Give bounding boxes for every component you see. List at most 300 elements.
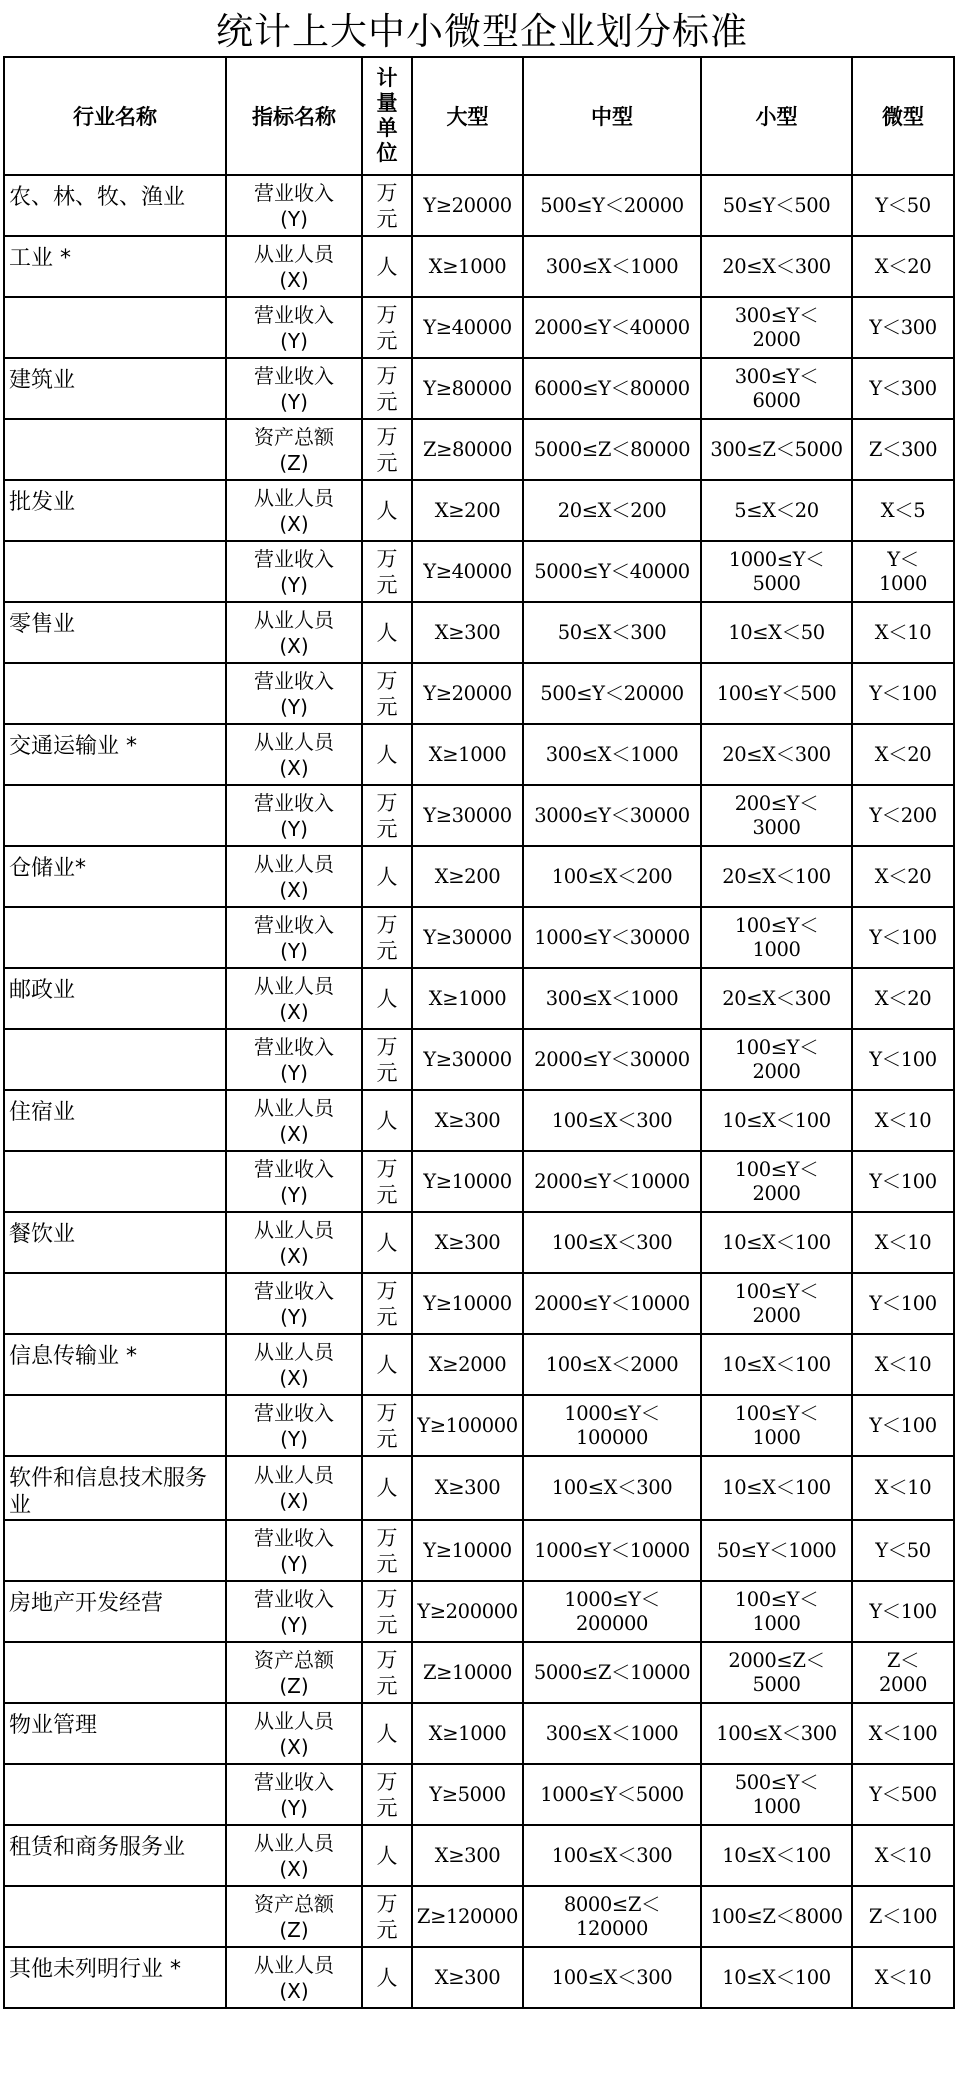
micro-threshold-line: Y＜	[887, 547, 919, 571]
large-threshold	[412, 1090, 523, 1151]
small-threshold-line: 6000	[752, 388, 801, 412]
large-threshold	[412, 480, 523, 541]
metric-name-line: 资产总额	[254, 424, 334, 449]
table-row	[4, 1764, 954, 1825]
small-threshold-line: 50≤Y＜1000	[716, 1538, 837, 1562]
unit-cell-line: 元	[376, 1551, 398, 1576]
medium-threshold-line: 100000	[575, 1425, 649, 1449]
table-row	[4, 419, 954, 480]
metric-name	[226, 1090, 362, 1151]
small-threshold	[701, 1273, 852, 1334]
industry-name-blank	[4, 663, 226, 724]
small-threshold-line: 20≤X＜300	[722, 254, 831, 278]
unit-cell-line: 人	[376, 254, 398, 279]
micro-threshold-line: X＜10	[874, 1230, 932, 1254]
small-threshold	[701, 541, 852, 602]
micro-threshold-line: X＜10	[874, 1352, 932, 1376]
small-threshold	[701, 1212, 852, 1273]
medium-threshold	[523, 724, 701, 785]
industry-name: 仓储业*	[4, 846, 226, 907]
metric-name-line: (X)	[279, 877, 309, 902]
metric-name-line: 营业收入	[254, 1525, 334, 1550]
medium-threshold-line: 6000≤Y＜80000	[534, 376, 690, 400]
table-row	[4, 1520, 954, 1581]
unit-cell-line: 元	[376, 938, 398, 963]
small-threshold	[701, 907, 852, 968]
micro-threshold	[852, 602, 954, 663]
header-unit	[362, 57, 412, 175]
unit-cell-line: 人	[376, 1721, 398, 1746]
micro-threshold-line: Y＜100	[869, 681, 937, 705]
metric-name-line: 营业收入	[254, 1400, 334, 1425]
small-threshold	[701, 663, 852, 724]
small-threshold-line: 10≤X＜100	[722, 1108, 831, 1132]
industry-name: 房地产开发经营	[4, 1581, 226, 1642]
micro-threshold	[852, 1395, 954, 1456]
large-threshold	[412, 1151, 523, 1212]
medium-threshold-line: 1000≤Y＜	[564, 1587, 660, 1611]
metric-name-line: 从业人员	[254, 485, 334, 510]
small-threshold-line: 20≤X＜100	[722, 864, 831, 888]
micro-threshold	[852, 1886, 954, 1947]
unit-cell-line: 人	[376, 1965, 398, 1990]
metric-name	[226, 175, 362, 236]
small-threshold-line: 100≤Y＜500	[716, 681, 837, 705]
metric-name-line: (Y)	[280, 694, 308, 719]
medium-threshold-line: 2000≤Y＜10000	[534, 1291, 690, 1315]
metric-name-line: (Z)	[279, 1917, 309, 1942]
medium-threshold-line: 5000≤Z＜80000	[533, 437, 691, 461]
large-threshold-line: X≥1000	[428, 254, 507, 278]
micro-threshold-line: Y＜50	[875, 1538, 931, 1562]
small-threshold-line: 100≤Y＜	[734, 913, 819, 937]
industry-name: 零售业	[4, 602, 226, 663]
micro-threshold	[852, 1581, 954, 1642]
large-threshold-line: Y≥20000	[423, 193, 512, 217]
medium-threshold	[523, 1395, 701, 1456]
metric-name-line: 从业人员	[254, 1830, 334, 1855]
large-threshold-line: Y≥10000	[423, 1538, 512, 1562]
micro-threshold	[852, 1273, 954, 1334]
micro-threshold	[852, 1947, 954, 2008]
industry-name: 物业管理	[4, 1703, 226, 1764]
metric-name-line: (Y)	[280, 572, 308, 597]
small-threshold	[701, 175, 852, 236]
metric-name	[226, 663, 362, 724]
industry-name-blank	[4, 1642, 226, 1703]
table-body	[4, 175, 954, 2008]
large-threshold-line: X≥300	[434, 1965, 501, 1989]
medium-threshold-line: 5000≤Z＜10000	[533, 1660, 691, 1684]
table-row	[4, 1825, 954, 1886]
header-unit-line: 计	[376, 66, 398, 90]
metric-name-line: (Y)	[280, 328, 308, 353]
unit-cell	[362, 297, 412, 358]
micro-threshold-line: Z＜	[886, 1648, 920, 1672]
metric-name-line: 营业收入	[254, 302, 334, 327]
small-threshold	[701, 236, 852, 297]
metric-name-line: 营业收入	[254, 1034, 334, 1059]
metric-name	[226, 1273, 362, 1334]
small-threshold-line: 50≤Y＜500	[722, 193, 831, 217]
unit-cell-line: 万	[376, 1586, 398, 1611]
table-row	[4, 724, 954, 785]
medium-threshold	[523, 1886, 701, 1947]
micro-threshold	[852, 1090, 954, 1151]
metric-name	[226, 846, 362, 907]
metric-name	[226, 1151, 362, 1212]
metric-name-line: 营业收入	[254, 180, 334, 205]
industry-name: 建筑业	[4, 358, 226, 419]
large-threshold-line: Y≥5000	[429, 1782, 506, 1806]
small-threshold	[701, 1886, 852, 1947]
industry-name: 批发业	[4, 480, 226, 541]
micro-threshold-line: 1000	[878, 571, 928, 595]
metric-name-line: (X)	[279, 1734, 309, 1759]
unit-cell-line: 元	[376, 450, 398, 475]
large-threshold	[412, 297, 523, 358]
header-row	[4, 57, 954, 175]
large-threshold	[412, 785, 523, 846]
small-threshold-line: 1000	[752, 1794, 801, 1818]
metric-name	[226, 1764, 362, 1825]
medium-threshold	[523, 1151, 701, 1212]
large-threshold-line: X≥1000	[428, 986, 507, 1010]
unit-cell-line: 万	[376, 1400, 398, 1425]
unit-cell-line: 万	[376, 302, 398, 327]
micro-threshold	[852, 968, 954, 1029]
small-threshold-line: 10≤X＜100	[722, 1965, 831, 1989]
large-threshold-line: X≥1000	[428, 1721, 507, 1745]
micro-threshold-line: X＜20	[874, 864, 932, 888]
unit-cell-line: 万	[376, 912, 398, 937]
large-threshold-line: Y≥30000	[423, 1047, 512, 1071]
medium-threshold-line: 100≤X＜300	[551, 1476, 673, 1499]
small-threshold-line: 2000≤Z＜	[728, 1648, 825, 1672]
table-row	[4, 1151, 954, 1212]
table-row	[4, 1334, 954, 1395]
large-threshold-line: X≥200	[434, 864, 501, 888]
large-threshold	[412, 907, 523, 968]
medium-threshold	[523, 846, 701, 907]
micro-threshold	[852, 846, 954, 907]
micro-threshold-line: Y＜100	[869, 1047, 937, 1071]
medium-threshold	[523, 541, 701, 602]
unit-cell-line: 万	[376, 1156, 398, 1181]
metric-name-line: (X)	[279, 267, 309, 292]
micro-threshold	[852, 1151, 954, 1212]
medium-threshold-line: 1000≤Y＜5000	[540, 1782, 684, 1806]
unit-cell-line: 元	[376, 1304, 398, 1329]
metric-name-line: (X)	[279, 1121, 309, 1146]
industry-name: 信息传输业 *	[4, 1334, 226, 1395]
medium-threshold-line: 100≤X＜200	[551, 864, 673, 888]
medium-threshold	[523, 297, 701, 358]
unit-cell-line: 元	[376, 1795, 398, 1820]
small-threshold-line: 100≤Y＜	[734, 1401, 819, 1425]
metric-name-line: 营业收入	[254, 790, 334, 815]
medium-threshold	[523, 358, 701, 419]
unit-cell-line: 元	[376, 389, 398, 414]
unit-cell	[362, 1947, 412, 2008]
table-row	[4, 541, 954, 602]
unit-cell-line: 人	[376, 1352, 398, 1377]
industry-name-blank	[4, 1520, 226, 1581]
small-threshold-line: 3000	[752, 815, 801, 839]
unit-cell-line: 万	[376, 363, 398, 388]
metric-name	[226, 1825, 362, 1886]
large-threshold	[412, 541, 523, 602]
industry-name-blank	[4, 541, 226, 602]
unit-cell-line: 万	[376, 180, 398, 205]
micro-threshold-line: Z＜100	[868, 1904, 938, 1928]
industry-name-blank	[4, 297, 226, 358]
medium-threshold	[523, 785, 701, 846]
small-threshold-line: 100≤X＜300	[716, 1721, 837, 1745]
table-row	[4, 1090, 954, 1151]
metric-name-line: 从业人员	[254, 1339, 334, 1364]
large-threshold-line: X≥300	[434, 620, 501, 644]
metric-name-line: 从业人员	[254, 1952, 334, 1977]
small-threshold-line: 5≤X＜20	[734, 498, 819, 522]
industry-name-blank	[4, 907, 226, 968]
small-threshold-line: 100≤Z＜8000	[710, 1904, 843, 1928]
industry-name-blank	[4, 419, 226, 480]
large-threshold-line: Z≥120000	[416, 1904, 519, 1928]
metric-name-line: 从业人员	[254, 1095, 334, 1120]
table-row	[4, 1456, 954, 1520]
medium-threshold-line: 8000≤Z＜	[563, 1892, 661, 1916]
unit-cell	[362, 1456, 412, 1520]
small-threshold	[701, 846, 852, 907]
large-threshold	[412, 1581, 523, 1642]
large-threshold	[412, 1334, 523, 1395]
large-threshold-line: Y≥40000	[423, 559, 512, 583]
unit-cell-line: 人	[376, 498, 398, 523]
unit-cell-line: 万	[376, 1769, 398, 1794]
unit-cell	[362, 1825, 412, 1886]
unit-cell-line: 万	[376, 790, 398, 815]
micro-threshold	[852, 419, 954, 480]
micro-threshold-line: 2000	[878, 1672, 928, 1696]
unit-cell	[362, 1212, 412, 1273]
industry-name: 软件和信息技术服务业	[4, 1456, 226, 1520]
unit-cell	[362, 175, 412, 236]
metric-name-line: (X)	[279, 755, 309, 780]
medium-threshold-line: 500≤Y＜20000	[540, 681, 684, 705]
small-threshold-line: 100≤Y＜	[734, 1157, 819, 1181]
metric-name-line: (Y)	[280, 1182, 308, 1207]
large-threshold-line: X≥300	[434, 1230, 501, 1254]
table-row	[4, 907, 954, 968]
table-row	[4, 175, 954, 236]
micro-threshold	[852, 541, 954, 602]
small-threshold	[701, 480, 852, 541]
unit-cell-line: 万	[376, 1034, 398, 1059]
metric-name	[226, 1395, 362, 1456]
unit-cell-line: 元	[376, 1060, 398, 1085]
metric-name	[226, 1029, 362, 1090]
small-threshold-line: 2000	[752, 1303, 801, 1327]
large-threshold	[412, 419, 523, 480]
small-threshold	[701, 1456, 852, 1520]
industry-name: 租赁和商务服务业	[4, 1825, 226, 1886]
unit-cell	[362, 1334, 412, 1395]
small-threshold-line: 100≤Y＜	[734, 1035, 819, 1059]
industry-name-blank	[4, 785, 226, 846]
large-threshold	[412, 1886, 523, 1947]
micro-threshold-line: Y＜100	[869, 1291, 937, 1315]
metric-name	[226, 358, 362, 419]
table-row	[4, 1029, 954, 1090]
medium-threshold-line: 2000≤Y＜40000	[534, 315, 690, 339]
table-row	[4, 1273, 954, 1334]
large-threshold	[412, 1273, 523, 1334]
small-threshold-line: 300≤Z＜5000	[710, 437, 843, 461]
table-row	[4, 1212, 954, 1273]
unit-cell-line: 人	[376, 1476, 398, 1500]
medium-threshold	[523, 1273, 701, 1334]
micro-threshold-line: X＜100	[868, 1721, 938, 1745]
large-threshold	[412, 724, 523, 785]
small-threshold-line: 100≤Y＜	[734, 1279, 819, 1303]
industry-name-blank	[4, 1886, 226, 1947]
unit-cell	[362, 907, 412, 968]
unit-cell-line: 元	[376, 1673, 398, 1698]
micro-threshold	[852, 724, 954, 785]
unit-cell-line: 人	[376, 1108, 398, 1133]
metric-name	[226, 1581, 362, 1642]
medium-threshold-line: 120000	[575, 1916, 649, 1940]
medium-threshold	[523, 175, 701, 236]
medium-threshold	[523, 236, 701, 297]
small-threshold-line: 1000≤Y＜	[728, 547, 825, 571]
small-threshold	[701, 1395, 852, 1456]
micro-threshold	[852, 1029, 954, 1090]
unit-cell	[362, 1029, 412, 1090]
metric-name-line: 从业人员	[254, 1708, 334, 1733]
micro-threshold-line: Y＜50	[875, 193, 931, 217]
micro-threshold-line: Y＜100	[869, 1413, 937, 1437]
metric-name-line: 从业人员	[254, 973, 334, 998]
micro-threshold-line: Y＜300	[869, 376, 937, 400]
metric-name-line: (Z)	[279, 450, 309, 475]
micro-threshold-line: X＜10	[874, 1965, 932, 1989]
medium-threshold	[523, 1703, 701, 1764]
small-threshold-line: 5000	[752, 1672, 801, 1696]
medium-threshold	[523, 907, 701, 968]
metric-name	[226, 785, 362, 846]
medium-threshold	[523, 1947, 701, 2008]
unit-cell-line: 人	[376, 620, 398, 645]
industry-name: 工业 *	[4, 236, 226, 297]
large-threshold-line: X≥1000	[428, 742, 507, 766]
industry-name-blank	[4, 1151, 226, 1212]
metric-name	[226, 1886, 362, 1947]
micro-threshold	[852, 1764, 954, 1825]
unit-cell	[362, 846, 412, 907]
unit-cell-line: 人	[376, 1230, 398, 1255]
unit-cell-line: 元	[376, 694, 398, 719]
unit-cell	[362, 236, 412, 297]
industry-name: 其他未列明行业 *	[4, 1947, 226, 2008]
unit-cell-line: 元	[376, 1426, 398, 1451]
metric-name-line: (Y)	[280, 816, 308, 841]
large-threshold	[412, 1642, 523, 1703]
small-threshold-line: 5000	[752, 571, 801, 595]
small-threshold-line: 2000	[752, 327, 801, 351]
unit-cell	[362, 785, 412, 846]
metric-name-line: 营业收入	[254, 912, 334, 937]
industry-name-blank	[4, 1395, 226, 1456]
header-metric: 指标名称	[226, 57, 362, 175]
metric-name-line: (Y)	[280, 938, 308, 963]
unit-cell-line: 元	[376, 1917, 398, 1942]
unit-cell-line: 万	[376, 424, 398, 449]
metric-name-line: (Y)	[280, 389, 308, 414]
metric-name-line: 从业人员	[254, 729, 334, 754]
header-industry: 行业名称	[4, 57, 226, 175]
small-threshold-line: 10≤X＜100	[722, 1230, 831, 1254]
medium-threshold	[523, 968, 701, 1029]
metric-name-line: 营业收入	[254, 1586, 334, 1611]
header-large: 大型	[412, 57, 523, 175]
unit-cell	[362, 358, 412, 419]
small-threshold-line: 300≤Y＜	[734, 303, 819, 327]
small-threshold-line: 1000	[752, 1611, 801, 1635]
metric-name-line: (Z)	[279, 1673, 309, 1698]
metric-name-line: 营业收入	[254, 1156, 334, 1181]
micro-threshold	[852, 236, 954, 297]
large-threshold-line: X≥300	[434, 1108, 501, 1132]
metric-name-line: 从业人员	[254, 607, 334, 632]
metric-name	[226, 907, 362, 968]
metric-name-line: 营业收入	[254, 1769, 334, 1794]
metric-name-line: (X)	[279, 1365, 309, 1390]
table-row	[4, 1642, 954, 1703]
medium-threshold-line: 200000	[575, 1611, 649, 1635]
small-threshold-line: 500≤Y＜	[734, 1770, 819, 1794]
table-row	[4, 297, 954, 358]
micro-threshold-line: X＜20	[874, 742, 932, 766]
large-threshold	[412, 236, 523, 297]
medium-threshold	[523, 1334, 701, 1395]
metric-name-line: (Y)	[280, 1795, 308, 1820]
small-threshold	[701, 1825, 852, 1886]
unit-cell	[362, 1703, 412, 1764]
unit-cell-line: 元	[376, 328, 398, 353]
industry-name: 交通运输业 *	[4, 724, 226, 785]
small-threshold-line: 1000	[752, 937, 801, 961]
large-threshold	[412, 663, 523, 724]
unit-cell	[362, 1520, 412, 1581]
micro-threshold	[852, 1456, 954, 1520]
medium-threshold	[523, 602, 701, 663]
medium-threshold-line: 1000≤Y＜30000	[534, 925, 690, 949]
medium-threshold-line: 1000≤Y＜10000	[534, 1538, 690, 1562]
small-threshold	[701, 1029, 852, 1090]
metric-name	[226, 968, 362, 1029]
unit-cell	[362, 1642, 412, 1703]
unit-cell-line: 万	[376, 1647, 398, 1672]
unit-cell-line: 万	[376, 546, 398, 571]
unit-cell-line: 元	[376, 1612, 398, 1637]
small-threshold	[701, 785, 852, 846]
large-threshold	[412, 175, 523, 236]
micro-threshold-line: X＜10	[874, 1108, 932, 1132]
small-threshold	[701, 1703, 852, 1764]
unit-cell	[362, 1151, 412, 1212]
